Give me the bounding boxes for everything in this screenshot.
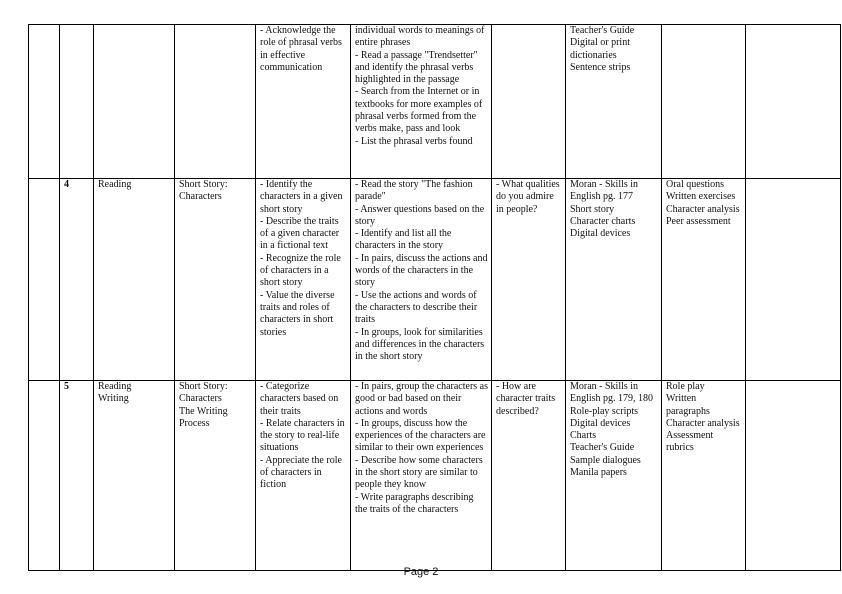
week-cell — [60, 25, 94, 179]
cell-line: Charts — [570, 430, 597, 442]
cell-line: Writing — [98, 393, 129, 405]
cell-line: Moran - Skills in English pg. 179, 180 — [570, 381, 654, 405]
cell-line: Sample dialogues — [570, 454, 641, 466]
cell-line: The Writing Process — [179, 405, 228, 429]
cell-line: Teacher's Guide — [570, 25, 635, 36]
cell-line: - Use the actions and words of the characters to describe their traits — [355, 289, 478, 326]
cell-line: Moran - Skills in English pg. 177 — [570, 179, 639, 203]
cell-line: Oral questions — [666, 179, 725, 190]
cell-line: - Describe the traits of a given character in a fictional text — [260, 215, 340, 252]
inquiry-question-cell — [492, 25, 566, 179]
cell-line: Digital devices — [570, 228, 631, 240]
table-row — [29, 25, 841, 179]
cell-line: Short story — [570, 203, 615, 215]
resources-cell — [566, 381, 662, 571]
cell-line: - Describe how some characters in the short story are similar to people they know — [355, 454, 483, 491]
page-number: Page 2 — [403, 566, 439, 578]
sub-strand-cell — [175, 381, 256, 571]
cell-line: - Read a passage "Trendsetter" and identify the phrasal verbs highlighted in the passage — [355, 49, 478, 86]
cell-line: - Acknowledge the role of phrasal verbs in effective communication — [260, 25, 342, 73]
cell-line: - In pairs, discuss the actions and words of the characters in the story — [355, 252, 488, 289]
scheme-of-work-table — [28, 24, 841, 571]
cell-line: - Relate characters in the story to real-life situations — [260, 417, 345, 454]
cell-line: - How are character traits described? — [496, 381, 556, 417]
cell-line: - What qualities do you admire in people? — [496, 179, 560, 215]
learning-experiences-cell — [351, 179, 492, 381]
cell-line: Teacher's Guide — [570, 442, 635, 454]
cell-line: - Recognize the role of characters in a short story — [260, 252, 341, 289]
strand-cell — [94, 25, 175, 179]
cell-line: Written exercises — [666, 191, 736, 203]
learning-outcomes-cell — [256, 381, 351, 571]
reflection-cell — [746, 25, 841, 179]
cell-line: Digital devices — [570, 417, 631, 429]
reflection-cell — [746, 179, 841, 381]
learning-experiences-cell — [351, 381, 492, 571]
cell-line: Peer assessment — [666, 215, 731, 227]
cell-line: - Write paragraphs describing the traits of the characters — [355, 491, 474, 515]
cell-line: - Identify and list all the characters in the story — [355, 228, 452, 252]
cell-line: Sentence strips — [570, 61, 631, 73]
cell-line: Assessment rubrics — [666, 430, 714, 454]
resources-cell — [566, 179, 662, 381]
cell-line: - Categorize characters based on their traits — [260, 381, 339, 417]
learning-experiences-cell — [351, 25, 492, 179]
cell-line: Character charts — [570, 215, 636, 227]
resources-cell — [566, 25, 662, 179]
sub-strand-cell — [175, 25, 256, 179]
assessment-cell — [662, 381, 746, 571]
table-row — [29, 381, 841, 571]
blank-cell — [29, 25, 60, 179]
assessment-cell — [662, 25, 746, 179]
cell-line: - Search from the Internet or in textbooks for more examples of phrasal verbs formed from the verbs make, pass and look — [355, 86, 483, 135]
inquiry-question-cell — [492, 381, 566, 571]
cell-line: Role-play scripts — [570, 405, 639, 417]
cell-line: - Read the story "The fashion parade" — [355, 179, 473, 203]
cell-line: Character analysis — [666, 203, 740, 215]
learning-outcomes-cell — [256, 25, 351, 179]
reflection-cell — [746, 381, 841, 571]
cell-line: - Answer questions based on the story — [355, 203, 485, 227]
assessment-cell — [662, 179, 746, 381]
learning-outcomes-cell — [256, 179, 351, 381]
strand-cell — [94, 179, 175, 381]
cell-line: Character analysis — [666, 417, 740, 429]
sub-strand-cell — [175, 179, 256, 381]
cell-line: - List the phrasal verbs found — [355, 135, 473, 147]
cell-line: Digital or print dictionaries — [570, 37, 630, 61]
cell-line: Role play — [666, 381, 705, 392]
week-cell: 4 — [60, 179, 94, 381]
cell-line: Short Story: Characters — [179, 179, 228, 203]
cell-line: - In groups, discuss how the experiences of the characters are similar to their own experiences — [355, 417, 486, 454]
table-row — [29, 179, 841, 381]
table-body — [29, 25, 841, 571]
cell-line: individual words to meanings of entire phrases — [355, 25, 485, 49]
cell-line: - In pairs, group the characters as good or bad based on their actions and words — [355, 381, 488, 417]
week-cell: 5 — [60, 381, 94, 571]
inquiry-question-cell — [492, 179, 566, 381]
cell-line: Manila papers — [570, 467, 627, 479]
cell-line: Short Story: Characters — [179, 381, 228, 405]
cell-line: - Identify the characters in a given short story — [260, 179, 343, 215]
blank-cell — [29, 179, 60, 381]
cell-line: - Appreciate the role of characters in fiction — [260, 454, 342, 491]
cell-line: Reading — [98, 179, 132, 190]
blank-cell — [29, 381, 60, 571]
cell-line: - Value the diverse traits and roles of characters in short stories — [260, 289, 335, 338]
cell-line: Reading — [98, 381, 132, 392]
cell-line: - In groups, look for similarities and differences in the characters in the short story — [355, 326, 485, 363]
cell-line: Written paragraphs — [666, 393, 710, 417]
strand-cell — [94, 381, 175, 571]
